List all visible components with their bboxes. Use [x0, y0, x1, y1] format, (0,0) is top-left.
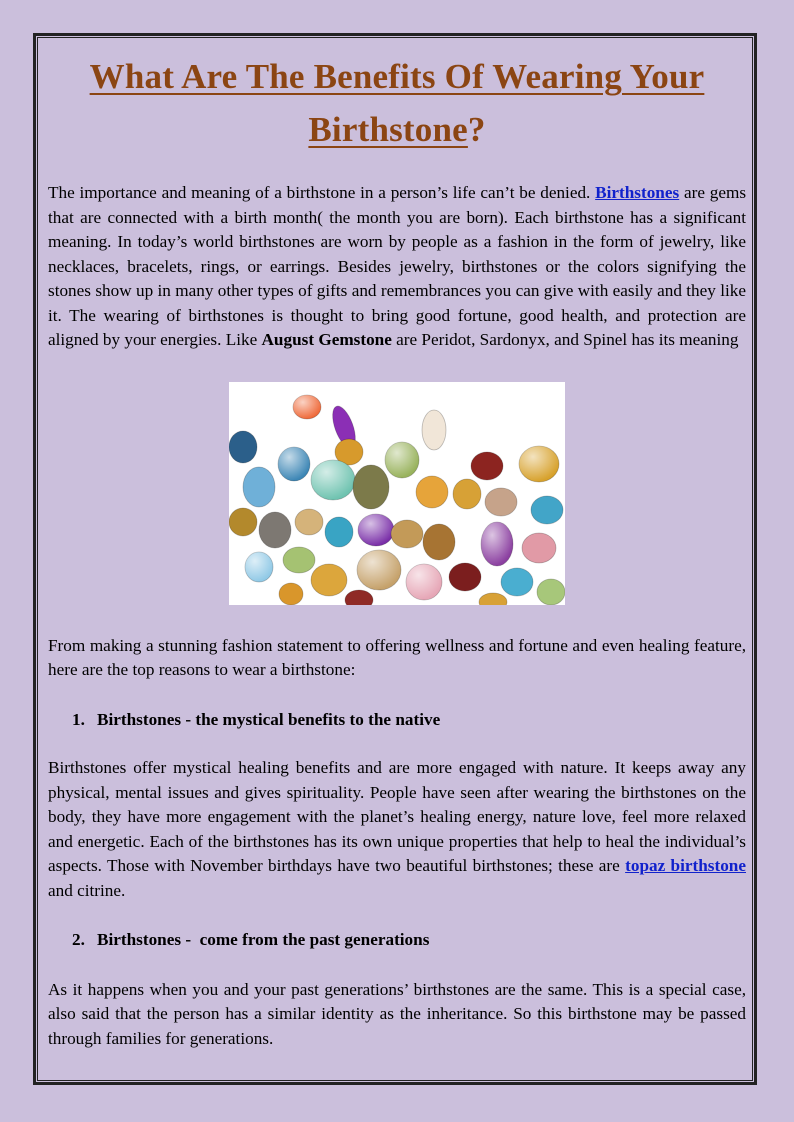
- intro-text-2: are gems that are connected with a birth month( the month you are born). Each birthstone has a significant meaning. In today’s world birthstones are worn by people as a fashion in the form of jewelry, like necklaces, bracelets, rings, or earrings. Besides jewelry, birthstones or the colors signifying the stones show up in many other types of gifts and remembrances you can give with easily and they like it. The wearing of birthstones is thought to bring good fortune, good health, and protection are aligned by your energies. Like: [48, 183, 747, 349]
- para1-text-1: Birthstones offer mystical healing benefits and are more engaged with nature. It keeps away any physical, mental issues and gives spirituality. People have seen after wearing the birthstones on the body, they have more engagement with the planet’s healing energy, nature love, feel more relaxed and energetic. Each of the birthstones has its own unique properties that help to heal the individual’s aspects. Those with November birthdays have two beautiful birthstones; these are: [48, 758, 746, 875]
- gemstones-image: [229, 382, 565, 605]
- article: [48, 50, 746, 1051]
- gemstones-illustration: [229, 382, 565, 605]
- list-item-1-heading: Birthstones - the mystical benefits to the native: [97, 709, 441, 729]
- title-question-mark: ?: [467, 110, 486, 149]
- intro-text-1: The importance and meaning of a birthstone in a person’s life can’t be denied.: [48, 183, 591, 202]
- list-item-2: [72, 928, 746, 953]
- para1-text-2: and citrine.: [48, 880, 126, 900]
- page-title: [48, 50, 746, 156]
- list-item-2-heading: Birthstones - come from the past generations: [97, 930, 430, 949]
- intro-paragraph: [48, 181, 746, 353]
- past-generations-paragraph: As it happens when you and your past generations’ birthstones are the same. This is a special case, also said that the person has a similar identity as the inheritance. So this birthstone may be passed through families for generations.: [48, 979, 746, 1048]
- topaz-birthstone-link[interactable]: topaz birthstone: [625, 856, 746, 875]
- list-item-1: [72, 708, 746, 733]
- mystical-benefits-paragraph: [48, 756, 746, 903]
- august-gemstone-bold: August Gemstone: [261, 330, 392, 349]
- list-item-2-number: 2.: [72, 930, 85, 949]
- intro-text-3: are Peridot, Sardonyx, and Spinel has its meaning: [396, 330, 739, 349]
- title-line-2: Birthstone: [308, 110, 468, 149]
- title-line-1: What Are The Benefits Of Wearing Your: [89, 57, 705, 96]
- birthstones-link[interactable]: Birthstones: [595, 183, 680, 202]
- list-item-1-number: 1.: [72, 709, 85, 729]
- reasons-intro-paragraph: From making a stunning fashion statement to offering wellness and fortune and even healing feature, here are the top reasons to wear a birthstone:: [48, 635, 746, 679]
